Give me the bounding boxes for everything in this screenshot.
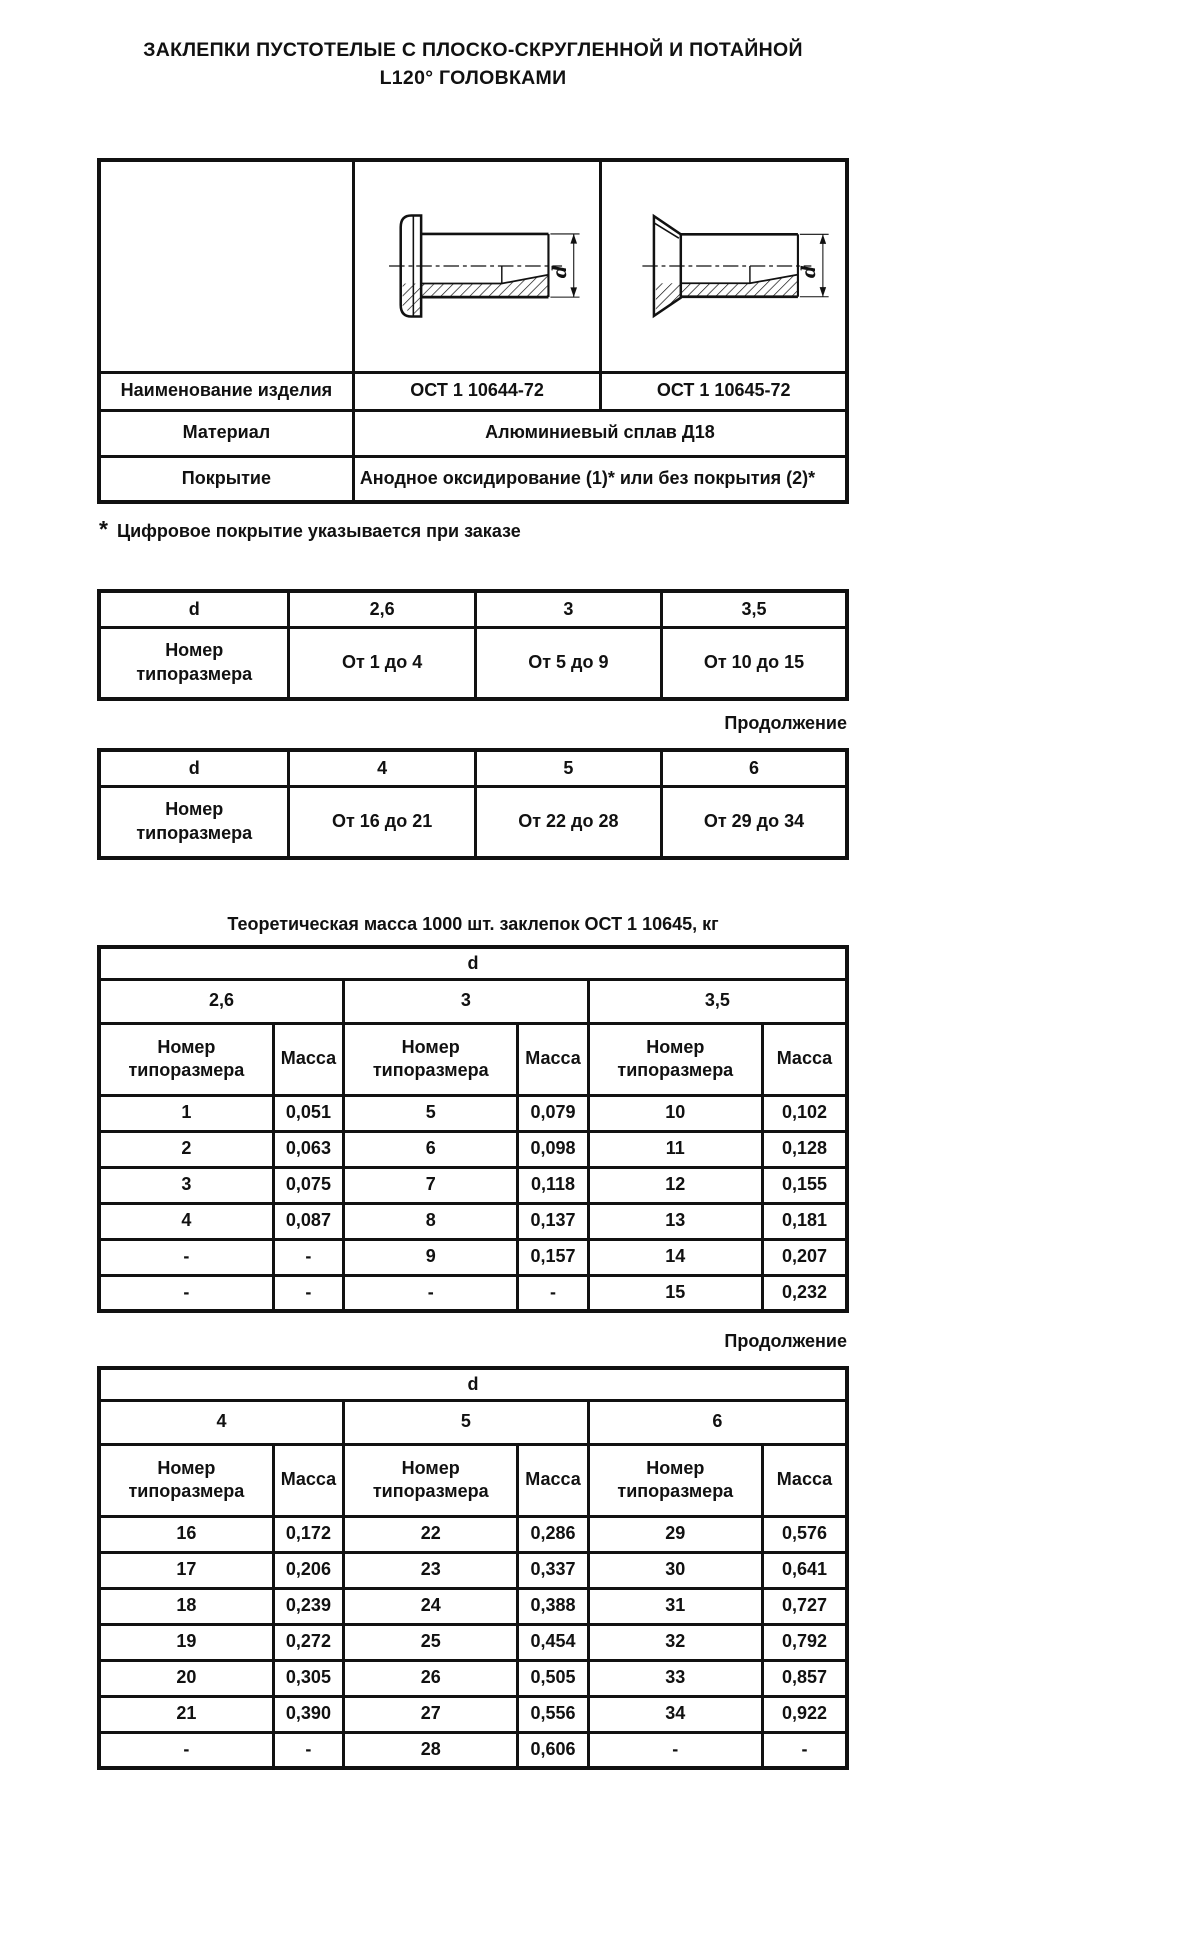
coating-row bbox=[99, 456, 847, 502]
mass-value: 0,206 bbox=[273, 1552, 343, 1588]
mass-value: 0,857 bbox=[762, 1660, 847, 1696]
mass-value: 0,063 bbox=[273, 1131, 343, 1167]
mass-header-cell: Масса bbox=[518, 1444, 588, 1516]
d-value-cell: 6 bbox=[588, 1400, 847, 1444]
typesize-header-cell bbox=[99, 786, 289, 858]
typesize-number: 16 bbox=[99, 1516, 273, 1552]
typesize-range-cell: От 1 до 4 bbox=[289, 627, 475, 699]
mass-table-title: Теоретическая масса 1000 шт. заклепок ОСТ 1 10645, кг bbox=[227, 914, 719, 934]
mass-value: 0,388 bbox=[518, 1588, 588, 1624]
mass-value: 0,232 bbox=[762, 1275, 847, 1311]
mass-data-row bbox=[99, 1167, 847, 1203]
mass-value: 0,137 bbox=[518, 1203, 588, 1239]
typesize-number: 8 bbox=[344, 1203, 518, 1239]
rivet2-arrow-up bbox=[819, 235, 826, 245]
d-header-cell: d bbox=[99, 947, 847, 979]
typesize-number: 3 bbox=[99, 1167, 273, 1203]
spec-coating-value: Анодное оксидирование (1)* или без покрытия (2)* bbox=[353, 456, 847, 502]
mass-value: - bbox=[518, 1275, 588, 1311]
spec-coating-label: Покрытие bbox=[99, 456, 353, 502]
footnote-text: Цифровое покрытие указывается при заказе bbox=[116, 521, 521, 541]
rivet-countersunk-head-drawing bbox=[602, 163, 845, 369]
typesize-header-cell bbox=[99, 1023, 273, 1095]
typesize-number: 17 bbox=[99, 1552, 273, 1588]
spec-standard-10644: ОСТ 1 10644-72 bbox=[353, 372, 601, 410]
typesize-number: - bbox=[99, 1239, 273, 1275]
mass-data-row bbox=[99, 1095, 847, 1131]
d-value-cell: 3 bbox=[344, 979, 589, 1023]
mass-data-row bbox=[99, 1660, 847, 1696]
typesize-number: 34 bbox=[588, 1696, 762, 1732]
spec-standard-10645: ОСТ 1 10645-72 bbox=[601, 372, 847, 410]
typesize-header-text: Номер типоразмера bbox=[136, 640, 253, 684]
typesize-header-cell bbox=[344, 1023, 518, 1095]
drawing-row bbox=[99, 160, 847, 372]
rivet2-head-section-hatch bbox=[656, 284, 681, 314]
typesize-number: 32 bbox=[588, 1624, 762, 1660]
mass-value: 0,556 bbox=[518, 1696, 588, 1732]
d-span-row bbox=[99, 947, 847, 979]
typesize-number: - bbox=[588, 1732, 762, 1768]
typesize-number: 11 bbox=[588, 1131, 762, 1167]
typesize-range-cell: От 10 до 15 bbox=[661, 627, 847, 699]
d-value-cell: 6 bbox=[661, 750, 847, 786]
mass-value: - bbox=[273, 1732, 343, 1768]
d-header-cell: d bbox=[99, 1368, 847, 1400]
d-value-cell: 3,5 bbox=[661, 591, 847, 627]
mass-data-row bbox=[99, 1131, 847, 1167]
diameter-label: d bbox=[798, 265, 820, 279]
typesize-range-cell: От 5 до 9 bbox=[475, 627, 661, 699]
diameter-row bbox=[99, 591, 847, 627]
typesize-number: 28 bbox=[344, 1732, 518, 1768]
mass-table-1 bbox=[97, 945, 849, 1313]
mass-data-row bbox=[99, 1588, 847, 1624]
spec-material-label: Материал bbox=[99, 410, 353, 456]
mass-value: 0,172 bbox=[273, 1516, 343, 1552]
d-value-cell: 4 bbox=[289, 750, 475, 786]
mass-value: 0,157 bbox=[518, 1239, 588, 1275]
typesize-number: 33 bbox=[588, 1660, 762, 1696]
typesize-number: - bbox=[344, 1275, 518, 1311]
typesize-number: 18 bbox=[99, 1588, 273, 1624]
mass-data-row bbox=[99, 1239, 847, 1275]
mass-value: 0,272 bbox=[273, 1624, 343, 1660]
d-value-cell: 3,5 bbox=[588, 979, 847, 1023]
mass-value: 0,922 bbox=[762, 1696, 847, 1732]
mass-value: 0,727 bbox=[762, 1588, 847, 1624]
rivet2-arrow-down bbox=[819, 287, 826, 297]
mass-value: 0,792 bbox=[762, 1624, 847, 1660]
mass-header-cell: Масса bbox=[518, 1023, 588, 1095]
footnote bbox=[99, 516, 849, 543]
typesize-number: 20 bbox=[99, 1660, 273, 1696]
typesize-number: 12 bbox=[588, 1167, 762, 1203]
typesize-number: 23 bbox=[344, 1552, 518, 1588]
mass-value: 0,606 bbox=[518, 1732, 588, 1768]
typesize-number: 29 bbox=[588, 1516, 762, 1552]
mass-table-2 bbox=[97, 1366, 849, 1770]
typesize-range-cell: От 16 до 21 bbox=[289, 786, 475, 858]
mass-data-row bbox=[99, 1552, 847, 1588]
mass-header-cell: Масса bbox=[273, 1444, 343, 1516]
typesize-number: 31 bbox=[588, 1588, 762, 1624]
mass-data-row bbox=[99, 1732, 847, 1768]
typesize-header-cell bbox=[588, 1023, 762, 1095]
typesize-number: 6 bbox=[344, 1131, 518, 1167]
mass-value: 0,181 bbox=[762, 1203, 847, 1239]
typesize-number: 25 bbox=[344, 1624, 518, 1660]
typesize-header-text: Номер типоразмера bbox=[617, 1036, 734, 1080]
typesize-header-text: Номер типоразмера bbox=[617, 1457, 734, 1501]
typesize-number: 5 bbox=[344, 1095, 518, 1131]
typesize-header-text: Номер типоразмера bbox=[136, 799, 253, 843]
typesize-range-cell: От 22 до 28 bbox=[475, 786, 661, 858]
d-value-cell: 2,6 bbox=[289, 591, 475, 627]
mass-value: 0,155 bbox=[762, 1167, 847, 1203]
mass-value: 0,051 bbox=[273, 1095, 343, 1131]
mass-data-row bbox=[99, 1275, 847, 1311]
typesize-number: 2 bbox=[99, 1131, 273, 1167]
typesize-number: 22 bbox=[344, 1516, 518, 1552]
typesize-range-row bbox=[99, 786, 847, 858]
typesize-number: - bbox=[99, 1275, 273, 1311]
typesize-number: 7 bbox=[344, 1167, 518, 1203]
mass-value: 0,075 bbox=[273, 1167, 343, 1203]
mass-value: 0,641 bbox=[762, 1552, 847, 1588]
typesize-number: 10 bbox=[588, 1095, 762, 1131]
d-values-row bbox=[99, 1400, 847, 1444]
product-name-row bbox=[99, 372, 847, 410]
rivet-flat-round-head-drawing bbox=[355, 163, 600, 369]
mass-value: 0,239 bbox=[273, 1588, 343, 1624]
mass-value: - bbox=[273, 1239, 343, 1275]
typesize-number: 21 bbox=[99, 1696, 273, 1732]
typesize-header-text: Номер типоразмера bbox=[128, 1457, 245, 1501]
mass-value: 0,286 bbox=[518, 1516, 588, 1552]
continuation-label-2: Продолжение bbox=[724, 1331, 847, 1351]
typesize-number: 24 bbox=[344, 1588, 518, 1624]
rivet-drawing-1 bbox=[356, 176, 599, 356]
mass-value: 0,118 bbox=[518, 1167, 588, 1203]
mass-value: - bbox=[273, 1275, 343, 1311]
typesize-number: 9 bbox=[344, 1239, 518, 1275]
d-values-row bbox=[99, 979, 847, 1023]
mass-value: 0,576 bbox=[762, 1516, 847, 1552]
d-value-cell: 2,6 bbox=[99, 979, 344, 1023]
mass-data-row bbox=[99, 1203, 847, 1239]
typesize-number: - bbox=[99, 1732, 273, 1768]
mass-data-row bbox=[99, 1624, 847, 1660]
mass-data-row bbox=[99, 1516, 847, 1552]
typesize-range-cell: От 29 до 34 bbox=[661, 786, 847, 858]
d-value-cell: 5 bbox=[475, 750, 661, 786]
size-range-table-1 bbox=[97, 589, 849, 701]
typesize-header-text: Номер типоразмера bbox=[128, 1036, 245, 1080]
size-range-table-2 bbox=[97, 748, 849, 860]
column-header-row bbox=[99, 1023, 847, 1095]
typesize-number: 30 bbox=[588, 1552, 762, 1588]
rivet-drawing-2 bbox=[604, 176, 844, 356]
typesize-header-text: Номер типоразмера bbox=[372, 1036, 489, 1080]
document-content bbox=[97, 0, 849, 1770]
page-title-line2: L120° ГОЛОВКАМИ bbox=[379, 67, 567, 89]
mass-value: - bbox=[762, 1732, 847, 1768]
diameter-row bbox=[99, 750, 847, 786]
spec-empty-cell bbox=[99, 160, 353, 372]
mass-value: 0,305 bbox=[273, 1660, 343, 1696]
mass-header-cell: Масса bbox=[762, 1023, 847, 1095]
typesize-number: 15 bbox=[588, 1275, 762, 1311]
d-value-cell: 5 bbox=[344, 1400, 589, 1444]
typesize-range-row bbox=[99, 627, 847, 699]
mass-value: 0,390 bbox=[273, 1696, 343, 1732]
mass-value: 0,337 bbox=[518, 1552, 588, 1588]
spec-material-value: Алюминиевый сплав Д18 bbox=[353, 410, 847, 456]
footnote-asterisk: * bbox=[99, 516, 108, 542]
mass-value: 0,079 bbox=[518, 1095, 588, 1131]
mass-header-cell: Масса bbox=[273, 1023, 343, 1095]
typesize-number: 1 bbox=[99, 1095, 273, 1131]
rivet1-arrow-up bbox=[570, 234, 577, 244]
mass-value: 0,098 bbox=[518, 1131, 588, 1167]
typesize-header-cell bbox=[344, 1444, 518, 1516]
drawing-flat-round-head-cell bbox=[353, 160, 601, 372]
mass-value: 0,128 bbox=[762, 1131, 847, 1167]
mass-header-cell: Масса bbox=[762, 1444, 847, 1516]
mass-data-row bbox=[99, 1696, 847, 1732]
d-value-cell: 4 bbox=[99, 1400, 344, 1444]
mass-value: 0,087 bbox=[273, 1203, 343, 1239]
diameter-label: d bbox=[549, 265, 571, 279]
typesize-number: 26 bbox=[344, 1660, 518, 1696]
spec-name-label: Наименование изделия bbox=[99, 372, 353, 410]
spec-table bbox=[97, 158, 849, 504]
rivet1-arrow-down bbox=[570, 288, 577, 298]
typesize-header-cell bbox=[588, 1444, 762, 1516]
mass-value: 0,454 bbox=[518, 1624, 588, 1660]
typesize-number: 14 bbox=[588, 1239, 762, 1275]
typesize-header-cell bbox=[99, 1444, 273, 1516]
typesize-number: 27 bbox=[344, 1696, 518, 1732]
continuation-label-1: Продолжение bbox=[724, 713, 847, 733]
page-title-line1: ЗАКЛЕПКИ ПУСТОТЕЛЫЕ С ПЛОСКО-СКРУГЛЕННОЙ И ПОТАЙНОЙ bbox=[143, 39, 803, 61]
page-title bbox=[97, 36, 849, 92]
d-span-row bbox=[99, 1368, 847, 1400]
mass-value: 0,505 bbox=[518, 1660, 588, 1696]
d-value-cell: 3 bbox=[475, 591, 661, 627]
d-header-cell: d bbox=[99, 750, 289, 786]
typesize-number: 4 bbox=[99, 1203, 273, 1239]
column-header-row bbox=[99, 1444, 847, 1516]
material-row bbox=[99, 410, 847, 456]
typesize-header-cell bbox=[99, 627, 289, 699]
typesize-number: 19 bbox=[99, 1624, 273, 1660]
mass-value: 0,102 bbox=[762, 1095, 847, 1131]
mass-value: 0,207 bbox=[762, 1239, 847, 1275]
typesize-header-text: Номер типоразмера bbox=[372, 1457, 489, 1501]
typesize-number: 13 bbox=[588, 1203, 762, 1239]
drawing-countersunk-head-cell bbox=[601, 160, 847, 372]
d-header-cell: d bbox=[99, 591, 289, 627]
